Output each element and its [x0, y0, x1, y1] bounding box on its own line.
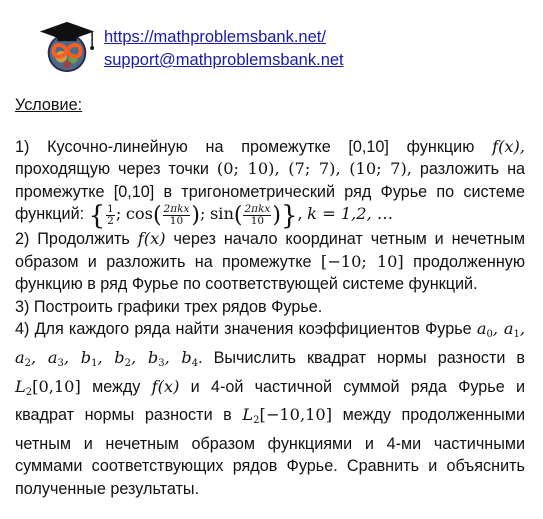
problem-content: [15, 94, 525, 501]
coefficients: $a_0$, $a_1$, $a_2$, $a_3$, $b_1$, $b_2$, $b_3$, $b_4$: [15, 319, 525, 369]
k-range: k = 1,2, …: [307, 204, 394, 224]
email-link[interactable]: support@mathproblemsbank.net: [104, 51, 344, 69]
site-link[interactable]: https://mathproblemsbank.net/: [104, 28, 326, 46]
paragraph-2: 2) Продолжить f(x) через начало координат четным и нечетным образом и разложить на промежутке [−10; 10] продолженную функцию в ряд Фурье по соответствующей системе функций.: [15, 228, 526, 294]
fraction-sin-arg: $\frac{\text{2πkx}}{10}$: [244, 202, 271, 227]
points: (0; 10), (7; 7), (10; 7),: [216, 159, 412, 179]
logo-icon: [38, 18, 96, 76]
condition-title: Условие:: [15, 96, 83, 114]
paragraph-4: 4) Для каждого ряда найти значения коэффициентов Фурье $a_0$, $a_1$, $a_2$, $a_3$, $b_1$, $b_2$, $b_3$, $b_4$. Вычислить квадрат нормы разности в $L_2[0,10]$ между f(x) и 4-ой частичной суммой ряда Фурье и квадрат нормы разности в $L_2[-10,10]$ между продолженными четным и нечетным образом функциями и 4-ми частичными суммами соответствующих рядов Фурье. Сравнить и объяснить полученные результаты.: [15, 319, 526, 498]
interval: [−10; 10]: [320, 251, 404, 271]
fraction-half: $\frac{1}{2}$: [107, 202, 114, 227]
paragraph-3: 3) Построить графики трех рядов Фурье.: [15, 297, 323, 316]
paragraph-1: 1) Кусочно-линейную на промежутке [0,10] функцию f(x), проходящую через точки (0; 10), (7; 7), (10; 7), разложить на промежутке [0,10] в тригонометрический ряд Фурье по системе функций: { $\frac{1}{2}$ ; cos( $\frac{\text{2πkx}}{10}$ ); sin( $\frac{\text{2πkx}}{10}$ )}, k = 1,2, …: [15, 136, 526, 232]
contact-links: [104, 26, 464, 72]
fraction-cos-arg: $\frac{\text{2πkx}}{10}$: [163, 202, 190, 227]
function-fx: f(x),: [492, 136, 525, 156]
